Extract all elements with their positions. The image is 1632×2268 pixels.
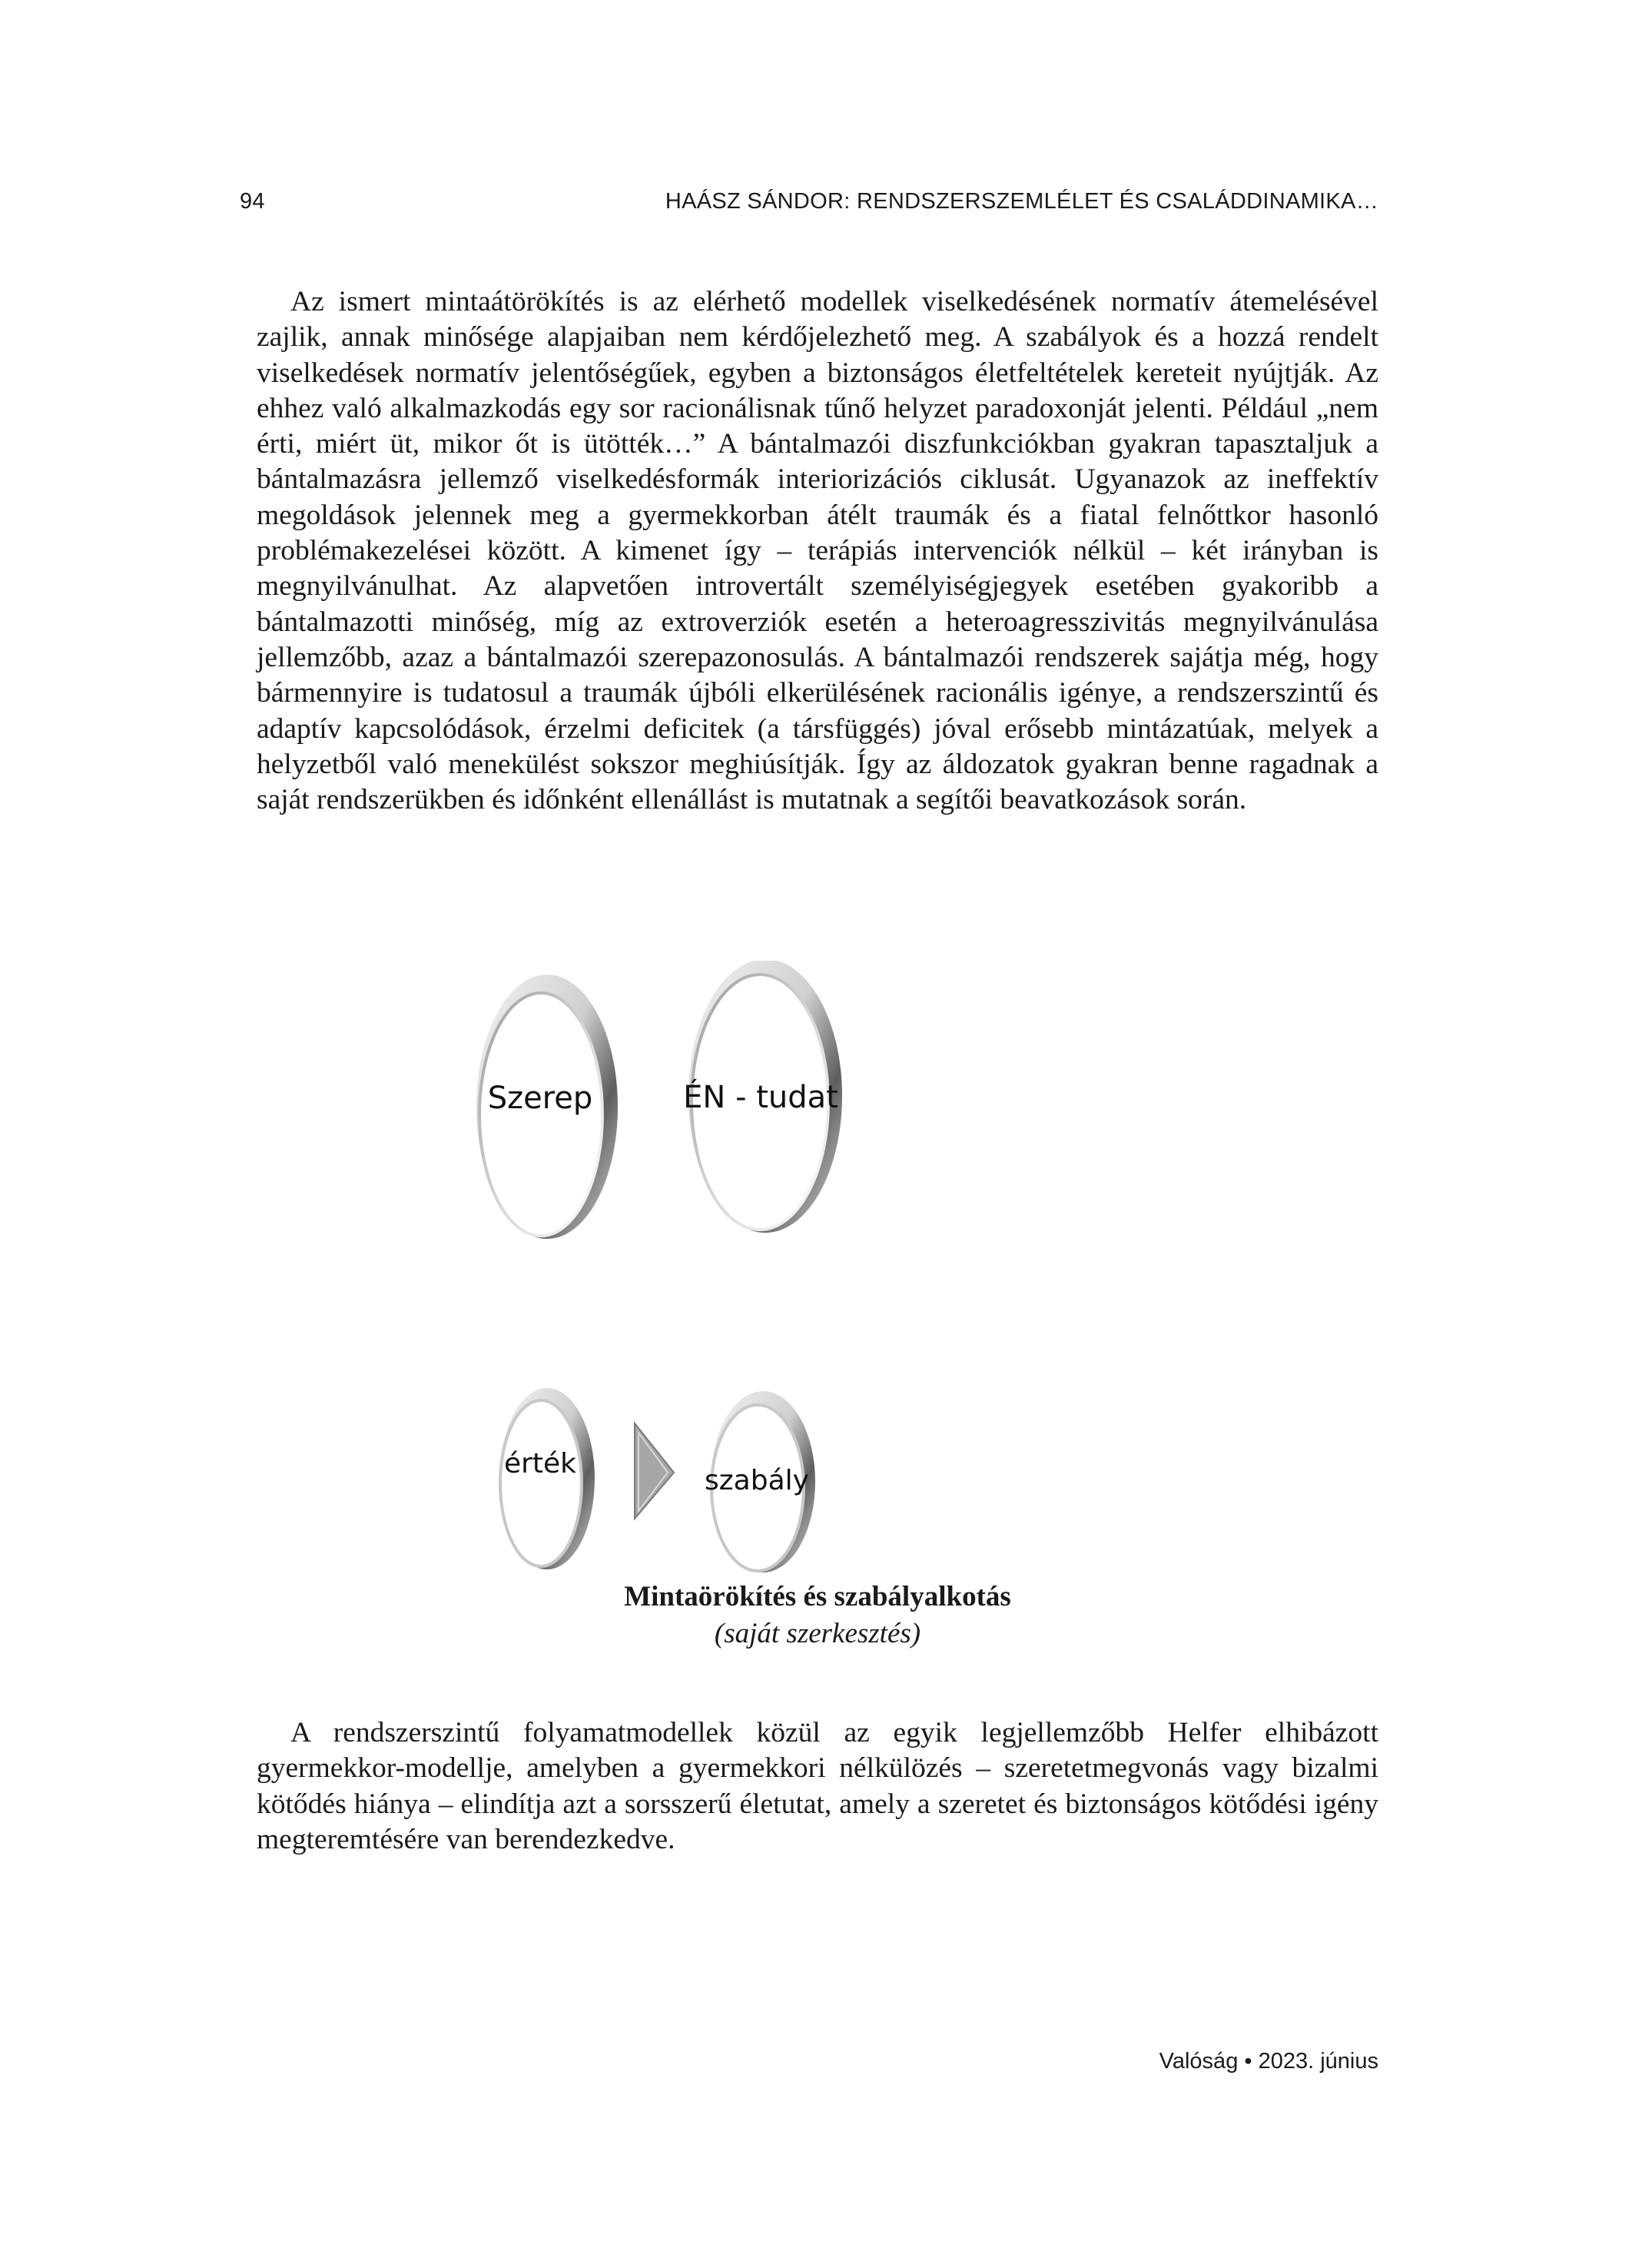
node-label: Szerep: [487, 1081, 593, 1116]
paragraph-text: A rendszerszintű folyamatmodellek közül az egyik legjellemzőbb Helfer elhibázott gyermekkor-modellje, amelyben a gyermekkori nélkülözés – szeretetmegvonás vagy bizalmi kötődés hiánya – elindítja azt a sorsszerű életutat, amely a szeretet és biztonságos kötődési igény megteremtésére van berendezkedve.: [257, 1717, 1378, 1855]
figure-diagram-lower: [461, 1368, 1229, 1591]
node-label: érték: [503, 1448, 577, 1479]
running-title: HAÁSZ SÁNDOR: RENDSZERSZEMLÉLET ÉS CSALÁDDINAMIKA…: [665, 189, 1378, 214]
publication-footer: Valóság • 2023. június: [1159, 2049, 1378, 2074]
figure-caption-title: Mintaörökítés és szabályalkotás: [624, 1581, 1011, 1612]
arrow-right-icon: [635, 1423, 674, 1519]
running-header: [240, 189, 1378, 220]
node-szabaly: [705, 1391, 815, 1572]
node-label: ÉN - tudat: [683, 1080, 838, 1115]
page-number: 94: [240, 189, 265, 214]
node-label: szabály: [705, 1465, 809, 1496]
node-ertek: [499, 1388, 595, 1569]
paragraph-text: Az ismert mintaátörökítés is az elérhető modellek viselkedésének normatív átemelésével zajlik, annak minősége alapjaiban nem kérdőjelezhető meg. A szabályok és a hozzá rendelt viselkedések normatív jelentőségűek, egyben a biztonságos életfeltételek kereteit nyújtják. Az ehhez való alkalmazkodás egy sor racionálisnak tűnő helyzet paradoxonját jelenti. Például „nem érti, miért üt, mikor őt is ütötték…” A bántalmazói diszfunkciókban gyakran tapasztaljuk a bántalmazásra jellemző viselkedésformák interiorizációs ciklusát. Ugyanazok az ineffektív megoldások jelennek meg a gyermekkorban átélt traumák és a fiatal felnőttkor hasonló problémakezelései között. A kimenet így – terápiás intervenciók nélkül – két irányban is megnyilvánulhat. Az alapvetően introvertált személyiségjegyek esetében gyakoribb a bántalmazotti minőség, míg az extroverziók esetén a heteroagresszivitás megnyilvánulása jellemzőbb, azaz a bántalmazói szerepazonosulás. A bántalmazói rendszerek sajátja még, hogy bármennyire is tudatosul a traumák újbóli elkerülésének racionális igénye, a rendszerszintű és adaptív kapcsolódások, érzelmi deficitek (a társfüggés) jóval erősebb mintázatúak, melyek a helyzetből való menekülést sokszor meghiúsítják. Így az áldozatok gyakran benne ragadnak a saját rendszerükben és időnként ellenállást is mutatnak a segítői beavatkozások során.: [257, 286, 1378, 816]
diagram-svg-lower: [461, 1368, 1229, 1591]
node-en-tudat: [683, 961, 842, 1233]
figure-caption-subtitle: (saját szerkesztés): [714, 1618, 921, 1649]
node-szerep: [476, 975, 618, 1239]
node-face: [500, 1400, 582, 1566]
body-paragraph-1: [257, 284, 1378, 818]
body-paragraph-2: [257, 1715, 1378, 1858]
